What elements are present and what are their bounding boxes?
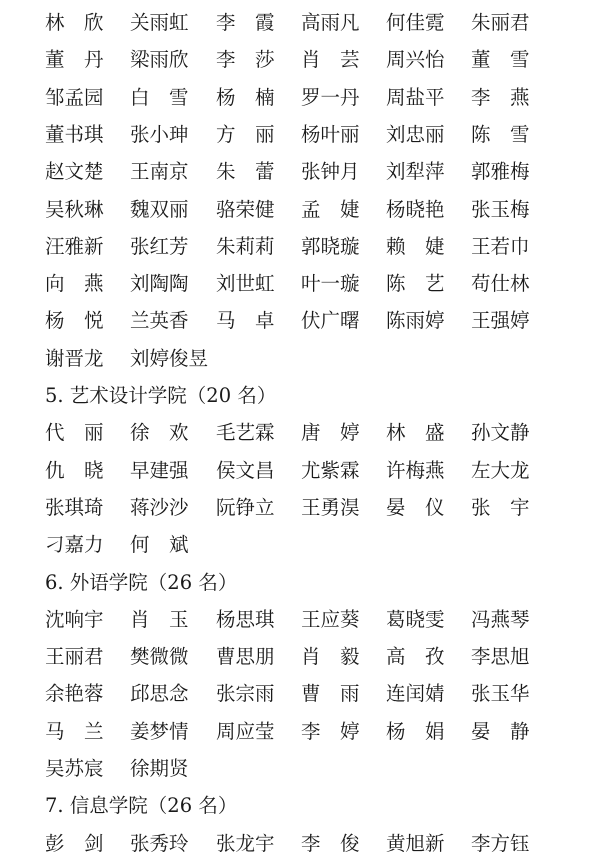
name-row [0,302,589,339]
student-name: 张秀玲 [130,831,189,855]
student-name: 刁嘉力 [45,533,104,557]
student-name: 李 俊 [301,831,360,855]
student-name: 白 雪 [130,85,189,109]
student-name: 汪雅新 [45,234,104,258]
student-name: 沈响宇 [45,607,104,631]
student-name: 张 宇 [471,495,530,519]
student-name: 彭 剑 [45,831,104,855]
student-name: 张琪琦 [45,495,104,519]
student-name: 杨 娟 [386,719,445,743]
name-row [0,4,589,41]
name-row [0,79,589,116]
student-name: 刘犁萍 [386,160,445,184]
section-heading: 5. 艺术设计学院（20 名） [45,384,277,407]
student-name: 冯燕琴 [471,607,530,631]
student-name: 孟 婕 [301,197,360,221]
student-name: 李方钰 [471,831,530,855]
student-name: 黄旭新 [386,831,445,855]
student-name: 向 燕 [45,272,104,296]
student-name: 刘婷俊昱 [130,346,209,370]
student-name: 邱思念 [130,682,189,706]
student-name: 张红芳 [130,234,189,258]
student-name: 连闰婧 [386,682,445,706]
student-name: 徐期贤 [130,757,189,780]
student-name: 高 孜 [386,645,445,669]
student-name: 毛艺霖 [216,421,275,445]
student-name: 郭晓璇 [301,234,360,258]
name-row [0,228,589,265]
student-name: 肖 玉 [130,607,189,631]
student-name: 葛晓雯 [386,607,445,631]
name-row [0,116,589,153]
name-row [0,825,589,862]
student-name: 蒋沙沙 [130,495,189,519]
student-name: 朱 蕾 [216,160,275,184]
student-name: 赵文楚 [45,160,104,184]
student-name: 何佳霓 [386,11,445,34]
student-name: 王丽君 [45,645,104,669]
student-name: 唐 婷 [301,421,360,445]
student-name: 陈 雪 [471,122,530,146]
student-name: 许梅燕 [386,458,445,482]
student-name: 杨 楠 [216,85,275,109]
student-name: 郭雅梅 [471,160,530,184]
student-name: 张玉梅 [471,197,530,221]
student-name: 骆荣健 [216,197,275,221]
student-name: 魏双丽 [130,197,189,221]
student-name: 董书琪 [45,122,104,146]
name-row [0,452,589,489]
student-name: 阮铮立 [216,495,275,519]
student-name: 邹孟园 [45,85,104,109]
name-row [0,489,589,526]
student-name: 李 霞 [216,11,275,34]
student-name: 杨 悦 [45,309,104,333]
student-name: 陈雨婷 [386,309,445,333]
student-name: 早建强 [130,458,189,482]
student-name: 林 盛 [386,421,445,445]
student-name: 张钟月 [301,160,360,184]
name-row [0,526,589,563]
student-name: 肖 毅 [301,645,360,669]
student-name: 朱丽君 [471,11,530,34]
student-name: 姜梦情 [130,719,189,743]
student-name: 张小珅 [130,122,189,146]
student-name: 杨叶丽 [301,122,360,146]
section-heading: 6. 外语学院（26 名） [45,570,238,594]
student-name: 马 兰 [45,719,104,743]
student-name: 梁雨欣 [130,48,189,72]
student-name: 董 雪 [471,48,530,72]
student-name: 孙文静 [471,421,530,445]
student-name: 晏 仪 [386,495,445,519]
student-name: 李 婷 [301,719,360,743]
student-name: 谢晋龙 [45,346,104,370]
section-heading: 7. 信息学院（26 名） [45,794,238,818]
student-name: 马 卓 [216,309,275,333]
student-name: 高雨凡 [301,11,360,34]
student-name: 刘忠丽 [386,122,445,146]
student-name: 何 斌 [130,533,189,557]
student-name: 赖 婕 [386,234,445,258]
student-name: 伏广曙 [301,309,360,333]
student-name: 陈 艺 [386,272,445,296]
student-name: 王南京 [130,160,189,184]
student-name: 徐 欢 [130,421,189,445]
student-name: 刘陶陶 [130,272,189,296]
name-row [0,414,589,451]
student-name: 兰英香 [130,309,189,333]
name-row [0,191,589,228]
student-name: 张玉华 [471,682,530,706]
student-name: 张宗雨 [216,682,275,706]
student-name: 苟仕林 [471,272,530,296]
student-name: 董 丹 [45,48,104,72]
student-name: 杨晓艳 [386,197,445,221]
student-name: 杨思琪 [216,607,275,631]
student-name: 王勇淏 [301,495,360,519]
student-name: 方 丽 [216,122,275,146]
student-name: 吴苏宸 [45,757,104,780]
name-row [0,265,589,302]
student-name: 朱莉莉 [216,234,275,258]
name-row [0,41,589,78]
student-name: 周盐平 [386,85,445,109]
student-name: 吴秋琳 [45,197,104,221]
student-name: 李 莎 [216,48,275,72]
section-heading-line [0,787,589,824]
student-name: 罗一丹 [301,85,360,109]
student-name: 余艳蓉 [45,682,104,706]
student-name: 叶一璇 [301,272,360,296]
name-row [0,750,589,787]
student-name: 仇 晓 [45,458,104,482]
student-name: 周兴怡 [386,48,445,72]
name-row [0,638,589,675]
name-row [0,713,589,750]
student-name: 曹 雨 [301,682,360,706]
student-name: 李思旭 [471,645,530,669]
student-name: 林 欣 [45,11,104,34]
section-heading-line [0,564,589,601]
student-name: 周应莹 [216,719,275,743]
student-name: 王若巾 [471,234,530,258]
section-heading-line [0,377,589,414]
student-name: 曹思朋 [216,645,275,669]
name-row [0,153,589,190]
name-row [0,675,589,712]
student-name: 晏 静 [471,719,530,743]
name-row [0,340,589,377]
student-name: 代 丽 [45,421,104,445]
student-name: 樊微微 [130,645,189,669]
student-name: 关雨虹 [130,11,189,34]
student-name: 尤紫霖 [301,458,360,482]
student-name: 王应葵 [301,607,360,631]
student-name: 侯文昌 [216,458,275,482]
student-name: 王强婷 [471,309,530,333]
student-name: 李 燕 [471,85,530,109]
student-name: 肖 芸 [301,48,360,72]
student-name: 左大龙 [471,458,530,482]
name-row [0,601,589,638]
student-name: 刘世虹 [216,272,275,296]
student-name: 张龙宇 [216,831,275,855]
